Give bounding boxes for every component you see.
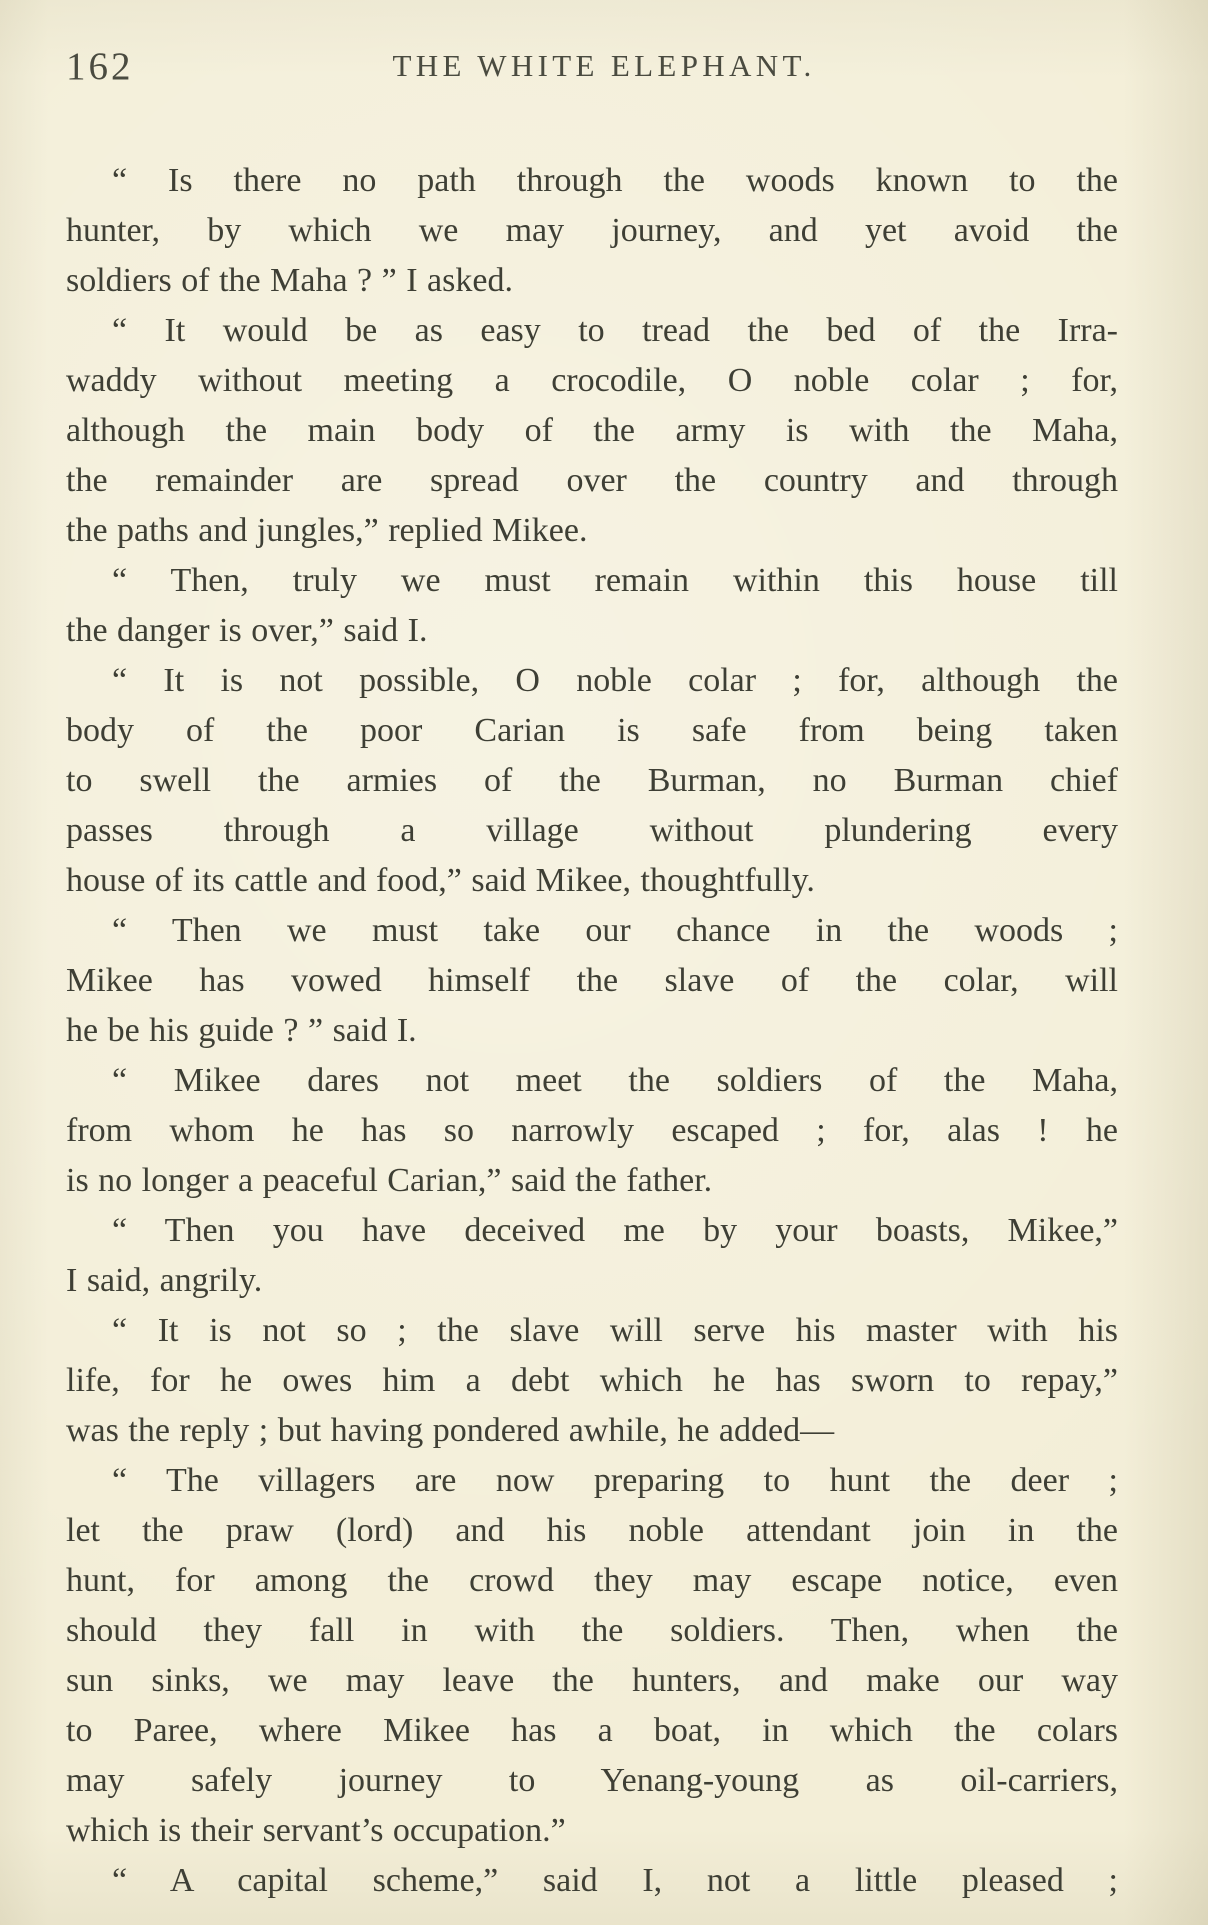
text-line: to Paree, where Mikee has a boat, in which the colars [66, 1712, 1118, 1749]
text-line: “ Then we must take our chance in the woods ; [112, 912, 1118, 949]
text-line: from whom he has so narrowly escaped ; for, alas ! he [66, 1112, 1118, 1149]
text-line: which is their servant’s occupation.” [66, 1812, 566, 1849]
text-line: although the main body of the army is with the Maha, [66, 412, 1118, 449]
text-line: hunter, by which we may journey, and yet avoid the [66, 212, 1118, 249]
text-line: waddy without meeting a crocodile, O noble colar ; for, [66, 362, 1118, 399]
text-line: he be his guide ? ” said I. [66, 1012, 417, 1049]
text-line: “ It is not possible, O noble colar ; for, although the [112, 662, 1118, 699]
running-header: THE WHITE ELEPHANT. [392, 48, 816, 83]
text-line: “ Is there no path through the woods known to the [112, 162, 1118, 199]
text-line: the remainder are spread over the country and through [66, 462, 1118, 499]
text-line: life, for he owes him a debt which he has sworn to repay,” [66, 1362, 1118, 1399]
text-line: “ Mikee dares not meet the soldiers of the Maha, [112, 1062, 1118, 1099]
paragraph [66, 1306, 1118, 1456]
text-line: body of the poor Carian is safe from being taken [66, 712, 1118, 749]
text-line: hunt, for among the crowd they may escape notice, even [66, 1562, 1118, 1599]
text-line: “ It would be as easy to tread the bed of the Irra- [112, 312, 1118, 349]
text-line: may safely journey to Yenang-young as oil-carriers, [66, 1762, 1118, 1799]
paragraph [66, 156, 1118, 306]
paragraph [66, 1856, 1118, 1906]
text-line: the danger is over,” said I. [66, 612, 428, 649]
text-line: I said, angrily. [66, 1262, 263, 1299]
text-line: “ Then you have deceived me by your boasts, Mikee,” [112, 1212, 1118, 1249]
page-number: 162 [66, 45, 134, 88]
text-line: house of its cattle and food,” said Mikee, thoughtfully. [66, 862, 815, 899]
text-line: “ A capital scheme,” said I, not a little pleased ; [112, 1862, 1118, 1899]
text-line: “ The villagers are now preparing to hunt the deer ; [112, 1462, 1118, 1499]
paragraph [66, 906, 1118, 1056]
paragraph [66, 1206, 1118, 1306]
text-line: soldiers of the Maha ? ” I asked. [66, 262, 513, 299]
page-body [66, 156, 1118, 1906]
text-line: to swell the armies of the Burman, no Burman chief [66, 762, 1118, 799]
paragraph [66, 556, 1118, 656]
paragraph [66, 1456, 1118, 1856]
text-line: the paths and jungles,” replied Mikee. [66, 512, 588, 549]
text-line: passes through a village without plundering every [66, 812, 1118, 849]
text-line: was the reply ; but having pondered awhile, he added— [66, 1412, 835, 1449]
paragraph [66, 306, 1118, 556]
text-line: sun sinks, we may leave the hunters, and make our way [66, 1662, 1118, 1699]
paragraph [66, 1056, 1118, 1206]
text-line: “ Then, truly we must remain within this house till [112, 562, 1118, 599]
text-line: Mikee has vowed himself the slave of the colar, will [66, 962, 1118, 999]
page-header [0, 0, 1208, 100]
paragraph [66, 656, 1118, 906]
text-line: let the praw (lord) and his noble attendant join in the [66, 1512, 1118, 1549]
text-line: is no longer a peaceful Carian,” said the father. [66, 1162, 713, 1199]
text-line: “ It is not so ; the slave will serve his master with his [112, 1312, 1118, 1349]
text-line: should they fall in with the soldiers. Then, when the [66, 1612, 1118, 1649]
